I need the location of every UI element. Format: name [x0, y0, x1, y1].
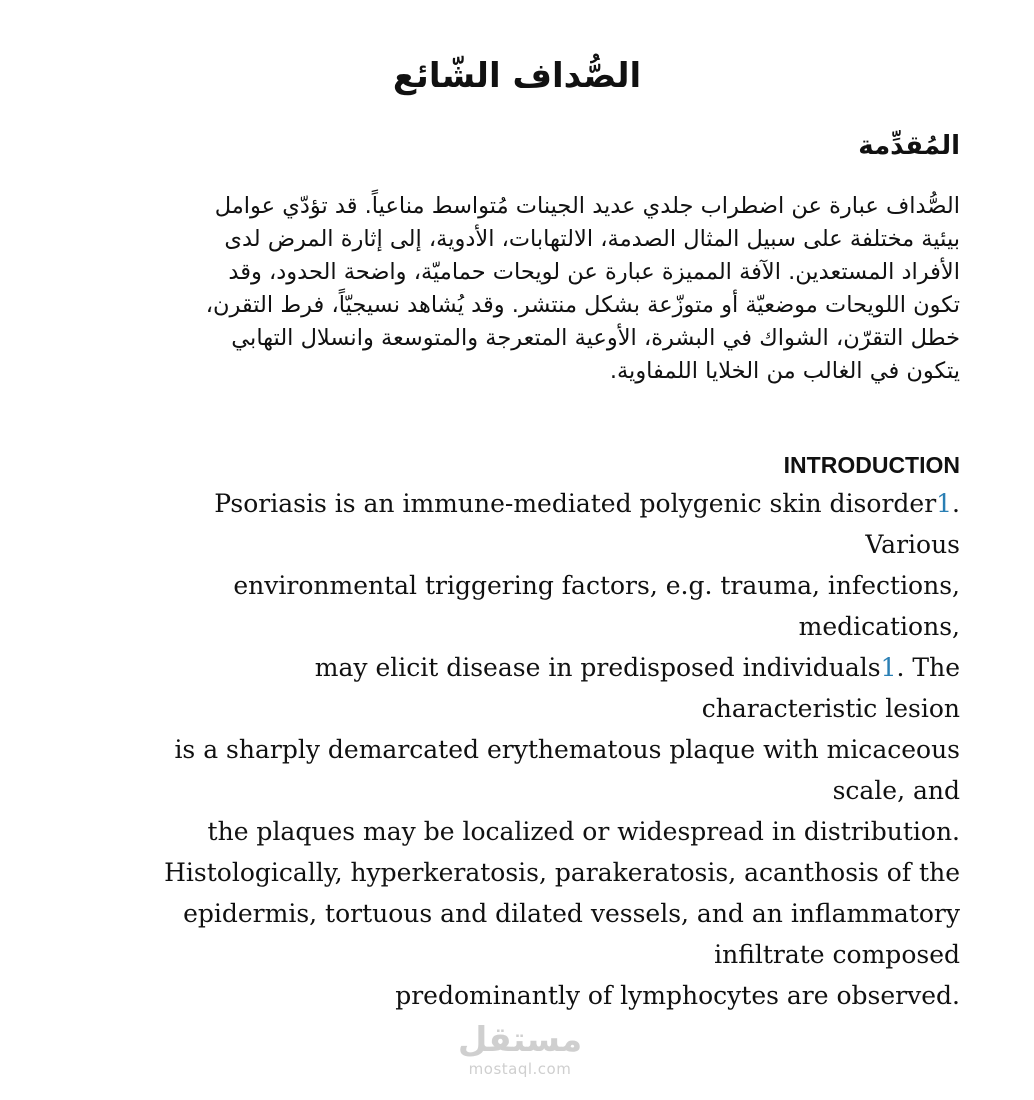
arabic-paragraph	[62, 190, 960, 388]
english-line: environmental triggering factors, e.g. trauma, infections,	[233, 571, 960, 600]
english-line	[60, 483, 960, 524]
reference-link[interactable]: 1	[880, 653, 897, 682]
english-line: Histologically, hyperkeratosis, parakeratosis, acanthosis of the	[164, 858, 960, 887]
arabic-title: الصُّداف الشّائع	[392, 56, 642, 96]
watermark-logo: مستقل	[457, 1020, 583, 1060]
english-line: is a sharply demarcated erythematous plaque with micaceous	[174, 735, 960, 764]
english-line: epidermis, tortuous and dilated vessels, and an inflammatory	[183, 899, 960, 928]
arabic-line: تكون اللويحات موضعيّة أو متوزّعة بشكل منتشر. وقد يُشاهد نسيجيّاً، فرط التقرن،	[205, 292, 960, 318]
english-line: Various	[865, 530, 960, 559]
english-line: scale, and	[832, 776, 960, 805]
english-section-heading: INTRODUCTION	[783, 452, 960, 478]
english-line-text: . The	[896, 653, 960, 682]
english-paragraph	[60, 483, 960, 1016]
english-line	[60, 647, 960, 688]
arabic-line: خطل التقرّن، الشواك في البشرة، الأوعية المتعرجة والمتوسعة وانسلال التهابي	[231, 325, 960, 351]
english-line: characteristic lesion	[701, 694, 960, 723]
arabic-line: الصُّداف عبارة عن اضطراب جلدي عديد الجينات مُتواسط مناعياً. قد تؤدّي عوامل	[214, 193, 960, 219]
arabic-line: الأفراد المستعدين. الآفة المميزة عبارة عن لويحات حماميّة، واضحة الحدود، وقد	[228, 259, 960, 285]
english-line-text: may elicit disease in predisposed individuals	[314, 653, 881, 682]
watermark-url: mostaql.com	[468, 1060, 572, 1078]
arabic-line: بيئية مختلفة على سبيل المثال الصدمة، الالتهابات، الأدوية، إلى إثارة المرض لدى	[224, 226, 960, 252]
english-line: predominantly of lymphocytes are observed.	[395, 981, 960, 1010]
english-line-text: Psoriasis is an immune-mediated polygenic skin disorder	[214, 489, 937, 518]
reference-link[interactable]: 1	[936, 489, 953, 518]
english-line: medications,	[798, 612, 960, 641]
english-line: the plaques may be localized or widespread in distribution.	[207, 817, 960, 846]
english-line: infiltrate composed	[714, 940, 960, 969]
mostaql-watermark	[440, 1020, 600, 1078]
arabic-line: يتكون في الغالب من الخلايا اللمفاوية.	[609, 358, 960, 384]
english-line-text: .	[952, 489, 960, 518]
arabic-section-heading: المُقدِّمة	[858, 131, 960, 161]
